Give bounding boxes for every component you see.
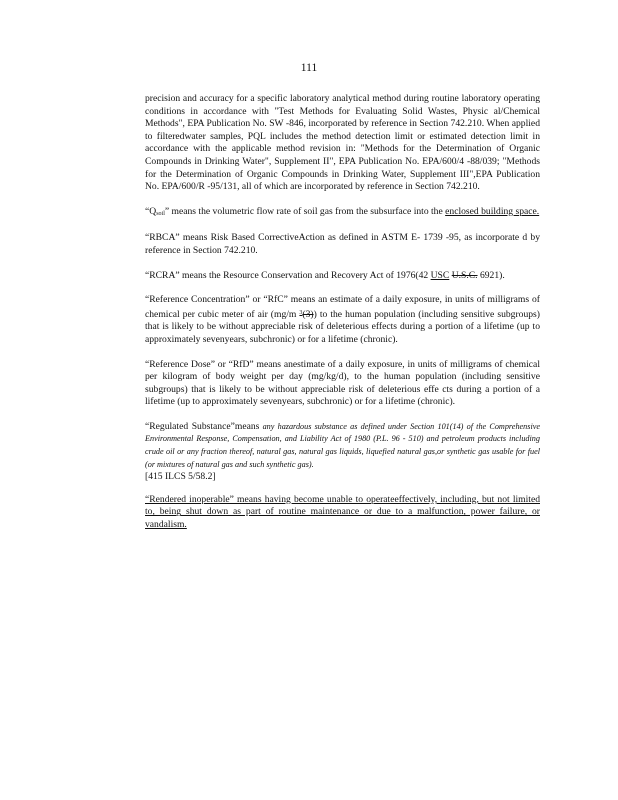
definition-text: “RCRA” means the Resource Conservation and Recovery Act of 1976(42 bbox=[145, 269, 431, 281]
term-close: ” means bbox=[164, 205, 197, 217]
statutory-text: any hazardous substance as defined under Section 101(14) of the Comprehensive Environmental Response, Compensation, and Liability Act of 1980 (P.L. 96 - 510) and petroleum products including crude oil or any fraction thereof, natural gas, natural gas liquids, liquefied natural gas,or synthetic gas usable for fuel (or mixtures of natural gas and such synthetic gas). bbox=[145, 421, 540, 469]
definition-rfd bbox=[145, 359, 540, 409]
definition-text: “Reference Dose” or “RfD” means anestimate of a daily exposure, in units of milligrams of chemical per kilogram of body weight per day (mg/kg/d), to the human population (including sensitive subgroups) that is likely to be without appreciable risk of deleterious effe cts during a portion of a lifetime (up to approximately sevenyears, subchronic) or for a lifetime (chronic). bbox=[145, 358, 540, 408]
definition-text: “Reference Concentration” or “RfC” means an estimate of a daily exposure, in units of milligrams of chemical per cubic meter of air (mg/m bbox=[145, 294, 540, 320]
statute-citation: [415 ILCS 5/58.2] bbox=[145, 471, 216, 483]
document-body bbox=[145, 93, 540, 544]
term-subscript: soil bbox=[156, 210, 165, 217]
definition-rcra bbox=[145, 270, 540, 283]
term-open: “Q bbox=[145, 205, 157, 217]
definition-text: precision and accuracy for a specific laboratory analytical method during routine laboratory operating conditions in accordance with "Test Methods for Evaluating Solid Wastes, Physic al/Chemical Methods", EPA Publication No. SW -846, incorporated by reference in Section 742.210. When applied to filteredwater samples, PQL includes the method detection limit or estimated detection limit in accordance with the applicable method revision in: "Methods for the Determination of Organic Compounds in Drinking Water", Supplement II", EPA Publication No. EPA/600/4 -88/039; "Methods for the Determination of Organic Compounds in Drinking Water, Supplement III",EPA Publication No. EPA/600/R -95/131, all of which are incorporated by reference in Section 742.210. bbox=[145, 93, 540, 193]
definition-text-cont: ) to the human population (including sensitive subgroups) that is likely to be without appreciable risk of deleterious effects during a portion of a lifetime (up to approximately sevenyears, subchronic) or for a lifetime (chronic). bbox=[145, 308, 540, 345]
definition-tail: 6921). bbox=[477, 269, 505, 281]
definition-rendered-inoperable bbox=[145, 494, 540, 532]
definition-pql-continuation bbox=[145, 93, 540, 194]
definition-text: “RBCA” means Risk Based CorrectiveAction as defined in ASTM E- 1739 -95, as incorporate d by reference in Section 742.210. bbox=[145, 232, 540, 256]
inserted-text: enclosed building space. bbox=[445, 205, 540, 217]
definition-rbca bbox=[145, 232, 540, 257]
deleted-text: U.S.C. bbox=[451, 269, 478, 281]
definition-regulated-substance bbox=[145, 421, 540, 484]
inserted-text: “Rendered inoperable” means having become unable to operateeffectively, including, but not limited to, being shut down as part of routine maintenance or due to a malfunction, power failure, or vandalism. bbox=[145, 493, 540, 531]
definition-rfc bbox=[145, 294, 540, 346]
page-number: 111 bbox=[300, 62, 318, 74]
deleted-text: (3) bbox=[302, 308, 314, 320]
term: “Regulated Substance”means bbox=[145, 420, 260, 432]
inserted-text: USC bbox=[430, 269, 450, 281]
inserted-superscript: 3 bbox=[299, 309, 303, 316]
definition-q-soil bbox=[145, 206, 540, 221]
definition-text: the volumetric flow rate of soil gas from the subsurface into the bbox=[196, 205, 446, 217]
